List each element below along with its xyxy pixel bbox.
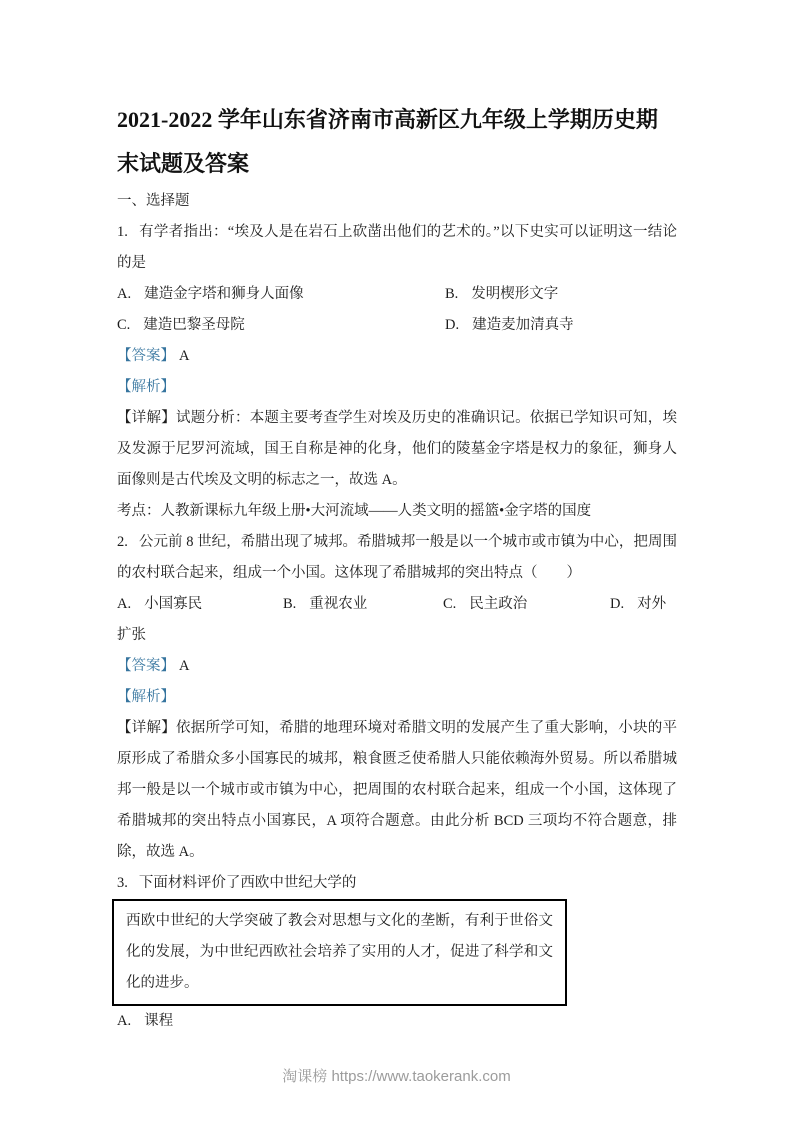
- question-1-options-row-2: [117, 310, 677, 341]
- question-2-analysis-line: [117, 682, 677, 713]
- question-1-detail: 【详解】试题分析：本题主要考查学生对埃及历史的准确识记。依据已学知识可知，埃及发源于尼罗河流域，国王自称是神的化身，他们的陵墓金字塔是权力的象征，狮身人面像则是古代埃及文明的标志之一，故选 A。: [117, 410, 677, 488]
- answer-label: 【答案】: [117, 348, 175, 364]
- question-1-options-row-1: [117, 279, 677, 310]
- question-2-number: 2.: [117, 534, 128, 550]
- question-3-option-a: A. 课程: [117, 1013, 174, 1029]
- question-2-option-c: C. 民主政治: [443, 596, 528, 612]
- question-1-option-d: D. 建造麦加清真寺: [445, 317, 574, 333]
- question-1-option-a: A. 建造金字塔和狮身人面像: [117, 286, 304, 302]
- footer-site-link[interactable]: 淘课榜 https://www.taokerank.com: [282, 1068, 511, 1085]
- question-2-answer: A: [179, 658, 190, 674]
- question-3-number: 3.: [117, 875, 128, 891]
- analysis-label: 【解析】: [117, 689, 175, 705]
- footer: [0, 1066, 793, 1088]
- question-3: [117, 868, 677, 1037]
- question-1-stem: 1. 有学者指出：“埃及人是在岩石上砍凿出他们的艺术的。”以下史实可以证明这一结论的是: [117, 224, 677, 271]
- material-box: [112, 899, 567, 1006]
- analysis-label: 【解析】: [117, 379, 175, 395]
- question-2-detail: 【详解】依据所学可知，希腊的地理环境对希腊文明的发展产生了重大影响，小块的平原形成了希腊众多小国寡民的城邦，粮食匮乏使希腊人只能依赖海外贸易。所以希腊城邦一般是以一个城市或市镇为中心，把周围的农村联合起来，组成一个小国，这体现了希腊城邦的突出特点小国寡民，A 项符合题意。由此分析 BCD 三项均不符合题意，排除，故选 A。: [117, 720, 677, 860]
- question-2-option-a: A. 小国寡民: [117, 596, 203, 612]
- question-1: [117, 217, 677, 527]
- answer-label: 【答案】: [117, 658, 175, 674]
- exam-document-page: [117, 98, 677, 1037]
- question-1-number: 1.: [117, 224, 128, 240]
- question-2-options-line: [117, 589, 677, 651]
- question-3-stem: 3. 下面材料评价了西欧中世纪大学的: [117, 875, 357, 891]
- question-1-option-c: C. 建造巴黎圣母院: [117, 317, 245, 333]
- section-heading: 一、选择题: [117, 193, 190, 209]
- question-1-answer-line: [117, 341, 677, 372]
- question-1-answer: A: [179, 348, 190, 364]
- material-text: 西欧中世纪的大学突破了教会对思想与文化的垄断，有利于世俗文化的发展，为中世纪西欧社会培养了实用的人才，促进了科学和文化的进步。: [126, 913, 553, 991]
- question-1-kaodian: 考点：人教新课标九年级上册•大河流域——人类文明的摇篮•金字塔的国度: [117, 503, 592, 519]
- question-2-option-d: D. 对外扩张: [117, 596, 667, 643]
- question-1-option-b: B. 发明楔形文字: [445, 286, 559, 302]
- question-2-option-b: B. 重视农业: [283, 596, 368, 612]
- page-title: 2021-2022 学年山东省济南市高新区九年级上学期历史期末试题及答案: [117, 107, 658, 176]
- question-2: [117, 527, 677, 868]
- question-1-analysis-line: [117, 372, 677, 403]
- question-2-answer-line: [117, 651, 677, 682]
- question-2-stem: 2. 公元前 8 世纪，希腊出现了城邦。希腊城邦一般是以一个城市或市镇为中心，把周围的农村联合起来，组成一个小国。这体现了希腊城邦的突出特点（ ）: [117, 534, 677, 581]
